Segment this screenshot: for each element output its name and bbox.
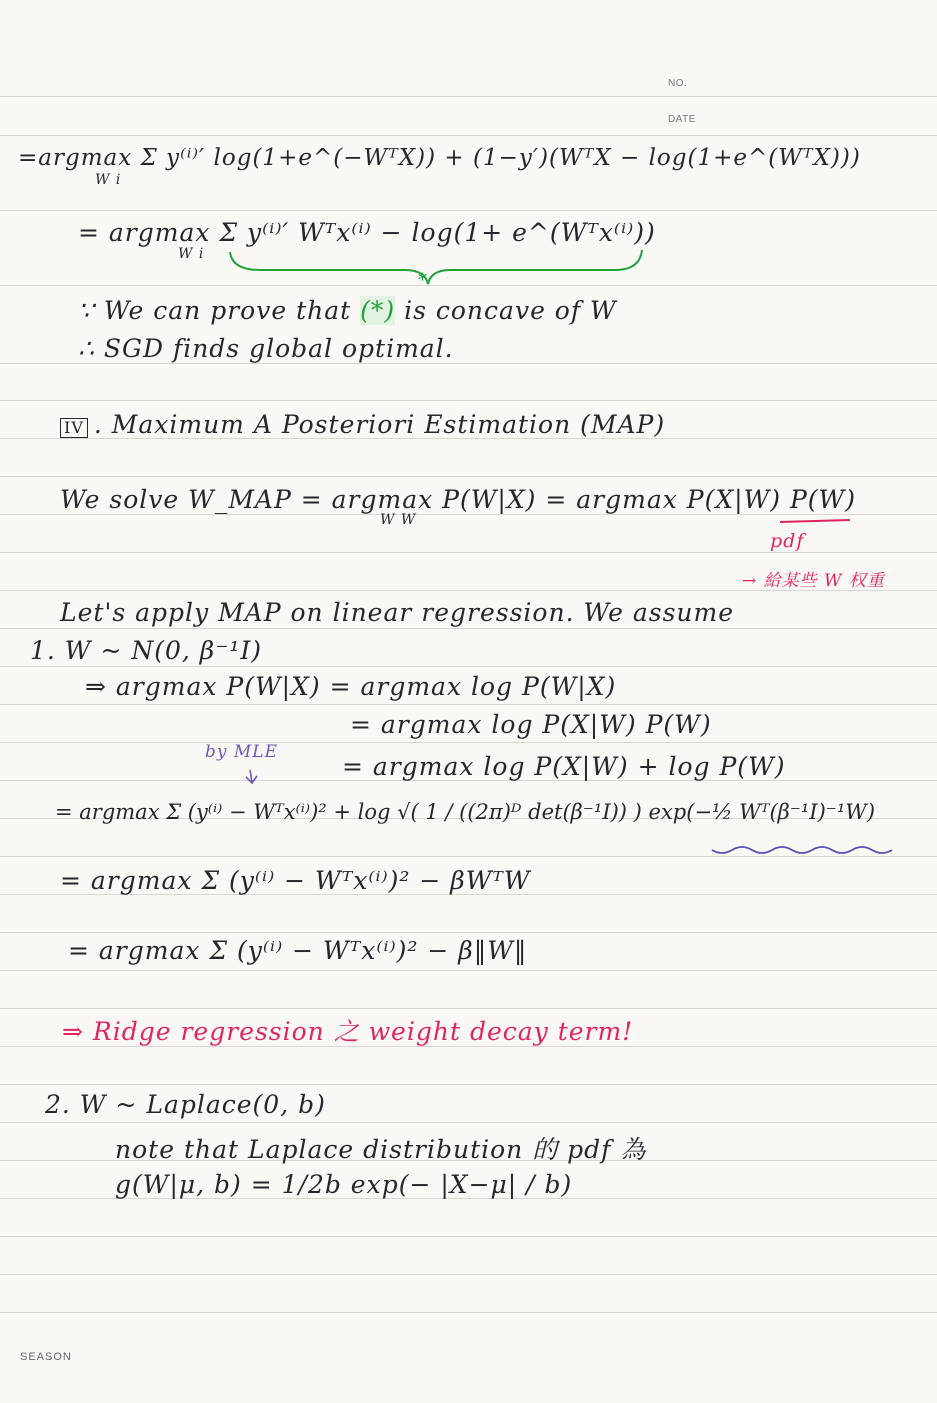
mle-arrow (246, 770, 257, 783)
conclusion-line: ∴ SGD finds global optimal. (78, 334, 454, 363)
star-reference: (*) (360, 296, 396, 325)
derivation-line-3: = argmax log P(X|W) + log P(W) (342, 752, 786, 781)
equation-line-1-sub: W i (95, 172, 122, 188)
map-definition: We solve W_MAP = argmax P(W|X) = argmax P(X|W) P(W) (60, 485, 856, 514)
green-brace (230, 250, 642, 284)
equation-line-2: = argmax Σ y⁽ⁱ⁾′ Wᵀx⁽ⁱ⁾ − log(1+ e^(Wᵀx⁽ⁱ⁾)) (78, 218, 656, 247)
section-number: IV (60, 418, 88, 438)
proof-text-a: ∵ We can prove that (78, 296, 352, 325)
brand-logo: SEASON (20, 1351, 72, 1363)
assumption-intro: Let's apply MAP on linear regression. We assume (60, 598, 735, 627)
derivation-line-4: = argmax Σ (y⁽ⁱ⁾ − Wᵀx⁽ⁱ⁾)² + log √( 1 / ((2π)ᴰ det(β⁻¹I)) ) exp(−½ Wᵀ(β⁻¹I)⁻¹W) (55, 800, 876, 824)
derivation-line-5: = argmax Σ (y⁽ⁱ⁾ − Wᵀx⁽ⁱ⁾)² − βWᵀW (60, 866, 531, 895)
weight-note: → 給某些 W 权重 (742, 571, 885, 591)
pdf-underline (780, 520, 850, 522)
mle-note: by MLE (205, 742, 278, 762)
case-1-prior: 1. W ~ N(0, β⁻¹I) (30, 636, 263, 665)
laplace-note: note that Laplace distribution 的 pdf 為 (115, 1135, 647, 1164)
derivation-line-1: ⇒ argmax P(W|X) = argmax log P(W|X) (85, 672, 617, 701)
proof-text-b: is concave of W (404, 296, 617, 325)
section-title: . Maximum A Posteriori Estimation (MAP) (93, 410, 666, 439)
date-label: DATE (668, 114, 696, 125)
pdf-note: pdf (770, 530, 805, 552)
case-2-prior: 2. W ~ Laplace(0, b) (45, 1090, 326, 1119)
derivation-line-2: = argmax log P(X|W) P(W) (350, 710, 712, 739)
no-label: NO. (668, 78, 688, 89)
laplace-pdf: g(W|μ, b) = 1/2b exp(− |X−μ| / b) (115, 1170, 573, 1199)
ridge-conclusion: ⇒ Ridge regression 之 weight decay term! (62, 1017, 634, 1046)
map-definition-sub: W W (380, 512, 417, 528)
equation-line-1: =argmax Σ y⁽ⁱ⁾′ log(1+e^(−WᵀX)) + (1−y′)(WᵀX − log(1+e^(WᵀX))) (18, 145, 861, 171)
star-mark: * (418, 270, 428, 291)
equation-line-2-sub: W i (178, 246, 205, 262)
derivation-line-6: = argmax Σ (y⁽ⁱ⁾ − Wᵀx⁽ⁱ⁾)² − β‖W‖ (68, 936, 528, 965)
purple-underline (712, 847, 892, 853)
